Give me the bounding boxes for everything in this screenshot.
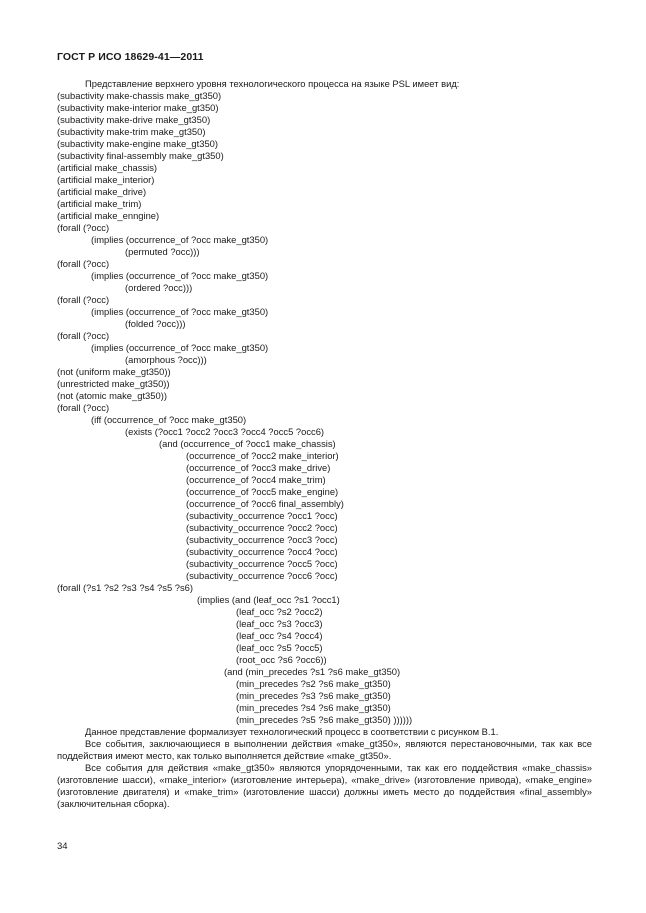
- code-line: (subactivity make-chassis make_gt350): [57, 90, 222, 101]
- code-line: (artificial make_chassis): [57, 162, 158, 173]
- code-line: (forall (?occ): [57, 402, 110, 413]
- code-line: (ordered ?occ))): [125, 282, 193, 293]
- body-paragraph-3: Все события для действия «make_gt350» являются упорядоченными, так как его поддействия «make_chassis» (изготовление шасси), «make_interior» (изготовление интерьера), «make_drive» (изготовление привода), «make_engine» (изготовление двигателя) и «make_trim» (изготовление шасси) должны иметь место до поддействия «final_assembly» (заключительная сборка).: [57, 762, 592, 809]
- code-line: (occurrence_of ?occ3 make_drive): [186, 462, 331, 473]
- code-line: (not (atomic make_gt350)): [57, 390, 167, 401]
- code-line: (subactivity_occurrence ?occ1 ?occ): [186, 510, 338, 521]
- code-line: (unrestricted make_gt350)): [57, 378, 170, 389]
- intro-paragraph: Представление верхнего уровня технологического процесса на языке PSL имеет вид:: [85, 78, 460, 89]
- code-line: (implies (occurrence_of ?occ make_gt350): [91, 306, 269, 317]
- code-line: (root_occ ?s6 ?occ6)): [236, 654, 327, 665]
- psl-code-block: [57, 90, 592, 726]
- code-line: (folded ?occ))): [125, 318, 186, 329]
- document-body: [57, 78, 592, 810]
- code-line: (and (occurrence_of ?occ1 make_chassis): [159, 438, 336, 449]
- code-line: (permuted ?occ))): [125, 246, 200, 257]
- code-line: (implies (occurrence_of ?occ make_gt350): [91, 270, 269, 281]
- body-paragraph-2: Все события, заключающиеся в выполнении действия «make_gt350», являются перестановочными, так как все поддействия имеют место, как только выполняется действие «make_gt350».: [57, 738, 592, 761]
- code-line: (leaf_occ ?s4 ?occ4): [236, 630, 323, 641]
- code-line: (subactivity_occurrence ?occ5 ?occ): [186, 558, 338, 569]
- code-line: (artificial make_enngine): [57, 210, 160, 221]
- code-line: (not (uniform make_gt350)): [57, 366, 171, 377]
- code-line: (forall (?occ): [57, 294, 110, 305]
- code-line: (subactivity make-drive make_gt350): [57, 114, 211, 125]
- code-line: (artificial make_interior): [57, 174, 155, 185]
- code-line: (forall (?occ): [57, 258, 110, 269]
- code-line: (subactivity make-engine make_gt350): [57, 138, 219, 149]
- code-line: (implies (and (leaf_occ ?s1 ?occ1): [197, 594, 340, 605]
- page-number: 34: [57, 841, 68, 852]
- code-line: (iff (occurrence_of ?occ make_gt350): [91, 414, 247, 425]
- code-line: (leaf_occ ?s3 ?occ3): [236, 618, 323, 629]
- code-line: (implies (occurrence_of ?occ make_gt350): [91, 342, 269, 353]
- code-line: (min_precedes ?s5 ?s6 make_gt350) )))))): [236, 714, 413, 725]
- code-line: (leaf_occ ?s5 ?occ5): [236, 642, 323, 653]
- code-line: (occurrence_of ?occ6 final_assembly): [186, 498, 344, 509]
- code-line: (subactivity final-assembly make_gt350): [57, 150, 224, 161]
- code-line: (implies (occurrence_of ?occ make_gt350): [91, 234, 269, 245]
- code-line: (occurrence_of ?occ2 make_interior): [186, 450, 339, 461]
- code-line: (artificial make_trim): [57, 198, 142, 209]
- code-line: (subactivity_occurrence ?occ4 ?occ): [186, 546, 338, 557]
- code-line: (subactivity_occurrence ?occ6 ?occ): [186, 570, 338, 581]
- code-line: (amorphous ?occ))): [125, 354, 207, 365]
- code-line: (artificial make_drive): [57, 186, 147, 197]
- code-line: (subactivity make-interior make_gt350): [57, 102, 219, 113]
- code-line: (occurrence_of ?occ4 make_trim): [186, 474, 326, 485]
- code-line: (min_precedes ?s4 ?s6 make_gt350): [236, 702, 391, 713]
- code-line: (leaf_occ ?s2 ?occ2): [236, 606, 323, 617]
- code-line: (forall (?occ): [57, 330, 110, 341]
- code-line: (subactivity make-trim make_gt350): [57, 126, 206, 137]
- code-line: (subactivity_occurrence ?occ3 ?occ): [186, 534, 338, 545]
- document-header: ГОСТ Р ИСО 18629-41—2011: [57, 51, 204, 63]
- code-line: (exists (?occ1 ?occ2 ?occ3 ?occ4 ?occ5 ?occ6): [125, 426, 325, 437]
- code-line: (and (min_precedes ?s1 ?s6 make_gt350): [224, 666, 401, 677]
- code-line: (min_precedes ?s3 ?s6 make_gt350): [236, 690, 391, 701]
- body-paragraph-1: Данное представление формализует технологический процесс в соответствии с рисунком В.1.: [85, 726, 499, 737]
- code-line: (subactivity_occurrence ?occ2 ?occ): [186, 522, 338, 533]
- code-line: (forall (?s1 ?s2 ?s3 ?s4 ?s5 ?s6): [57, 582, 194, 593]
- code-line: (forall (?occ): [57, 222, 110, 233]
- code-line: (min_precedes ?s2 ?s6 make_gt350): [236, 678, 391, 689]
- code-line: (occurrence_of ?occ5 make_engine): [186, 486, 339, 497]
